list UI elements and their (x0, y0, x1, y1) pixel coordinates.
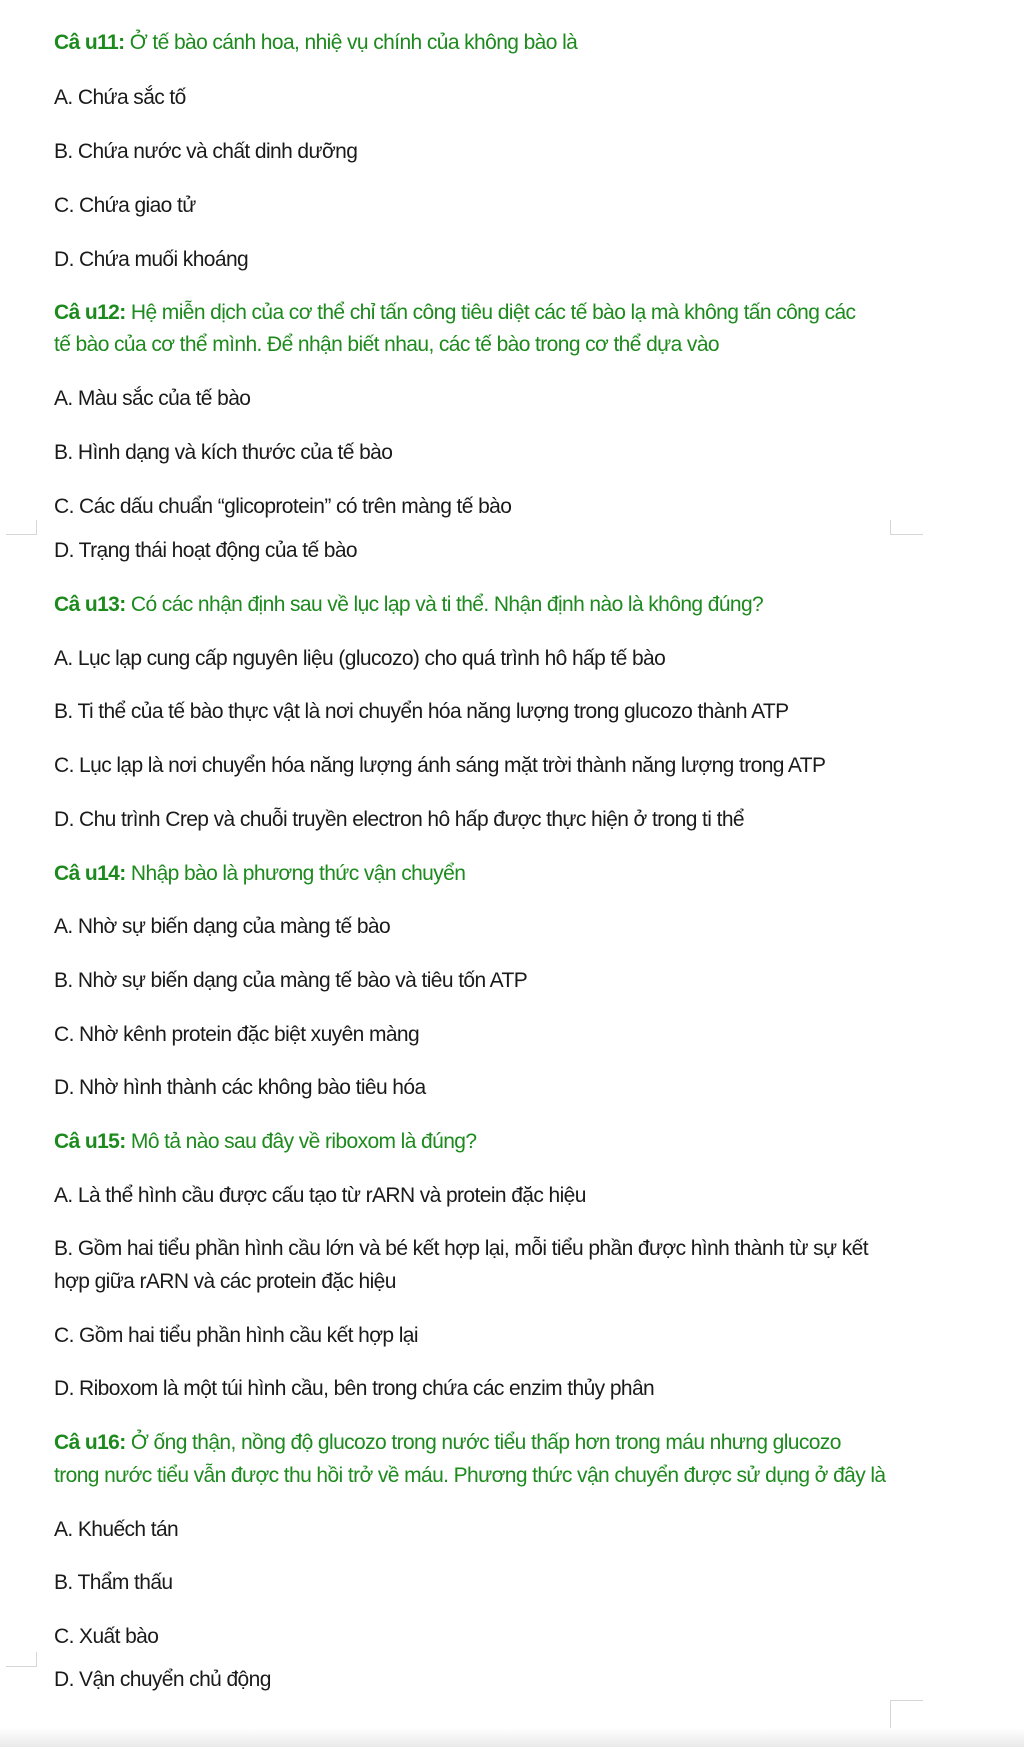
question-11-option-d: D. Chứa muối khoáng (54, 248, 249, 271)
page-corner-mark (890, 1700, 923, 1731)
question-13-option-c: C. Lục lạp là nơi chuyển hóa năng lượng ánh sáng mặt trời thành năng lượng trong ATP (54, 754, 826, 777)
question-13-option-a: A. Lục lạp cung cấp nguyên liệu (glucozo) cho quá trình hô hấp tế bào (54, 647, 666, 670)
question-16-text-line-2: trong nước tiểu vẫn được thu hồi trở về máu. Phương thức vận chuyển được sử dụng ở đây là (54, 1464, 886, 1487)
question-16-option-d: D. Vận chuyển chủ động (54, 1668, 271, 1691)
question-13-label: Câ u13: (54, 593, 126, 616)
question-14-option-a: A. Nhờ sự biến dạng của màng tế bào (54, 915, 391, 938)
question-14-label: Câ u14: (54, 862, 126, 885)
question-12-option-c: C. Các dấu chuẩn “glicoprotein” có trên màng tế bào (54, 495, 512, 518)
question-12-text: Câ u12: Hệ miễn dịch của cơ thể chỉ tấn công tiêu diệt các tế bào lạ mà không tấn công các (54, 301, 856, 324)
question-16-text: Câ u16: Ở ống thận, nồng độ glucozo trong nước tiểu thấp hơn trong máu nhưng glucozo (54, 1431, 841, 1454)
question-15-option-d: D. Riboxom là một túi hình cầu, bên trong chứa các enzim thủy phân (54, 1377, 655, 1400)
question-12-label: Câ u12: (54, 301, 126, 324)
question-16-option-b: B. Thẩm thấu (54, 1571, 173, 1594)
question-15-label: Câ u15: (54, 1130, 126, 1153)
question-14-option-c: C. Nhờ kênh protein đặc biệt xuyên màng (54, 1023, 420, 1046)
page-bottom-edge (0, 1728, 1024, 1747)
question-12-option-a: A. Màu sắc của tế bào (54, 387, 251, 410)
question-15-option-c: C. Gồm hai tiểu phần hình cầu kết hợp lại (54, 1324, 418, 1347)
question-15-option-a: A. Là thể hình cầu được cấu tạo từ rARN và protein đặc hiệu (54, 1184, 586, 1207)
question-14-option-d: D. Nhờ hình thành các không bào tiêu hóa (54, 1076, 426, 1099)
question-11-option-c: C. Chứa giao tử (54, 194, 196, 217)
question-13-option-d: D. Chu trình Crep và chuỗi truyền electron hô hấp được thực hiện ở trong ti thể (54, 808, 744, 831)
question-16-option-a: A. Khuếch tán (54, 1518, 179, 1541)
question-12-option-b: B. Hình dạng và kích thước của tế bào (54, 441, 393, 464)
question-14-text: Câ u14: Nhập bào là phương thức vận chuyển (54, 862, 466, 885)
question-11-label: Câ u11: (54, 31, 125, 54)
question-12-option-d: D. Trạng thái hoạt động của tế bào (54, 539, 357, 562)
question-15-text: Câ u15: Mô tả nào sau đây về riboxom là đúng? (54, 1130, 477, 1153)
question-13-option-b: B. Ti thể của tế bào thực vật là nơi chuyển hóa năng lượng trong glucozo thành ATP (54, 700, 789, 723)
question-16-option-c: C. Xuất bào (54, 1625, 159, 1648)
question-15-option-b: B. Gồm hai tiểu phần hình cầu lớn và bé kết hợp lại, mỗi tiểu phần được hình thành từ sự kết (54, 1237, 868, 1260)
page-corner-mark (6, 520, 37, 535)
question-13-text: Câ u13: Có các nhận định sau về lục lạp và ti thể. Nhận định nào là không đúng? (54, 593, 764, 616)
question-15-option-b-line-2: hợp giữa rARN và các protein đặc hiệu (54, 1270, 396, 1293)
question-11-text: Câ u11: Ở tế bào cánh hoa, nhiệ vụ chính của không bào là (54, 31, 578, 54)
question-16-label: Câ u16: (54, 1431, 126, 1454)
question-12-text-line-2: tế bào của cơ thể mình. Để nhận biết nhau, các tế bào trong cơ thể dựa vào (54, 333, 719, 356)
question-11-option-a: A. Chứa sắc tố (54, 86, 186, 109)
page-corner-mark (6, 1652, 37, 1667)
question-14-option-b: B. Nhờ sự biến dạng của màng tế bào và tiêu tốn ATP (54, 969, 528, 992)
question-11-option-b: B. Chứa nước và chất dinh dưỡng (54, 140, 358, 163)
page-corner-mark (890, 520, 923, 535)
